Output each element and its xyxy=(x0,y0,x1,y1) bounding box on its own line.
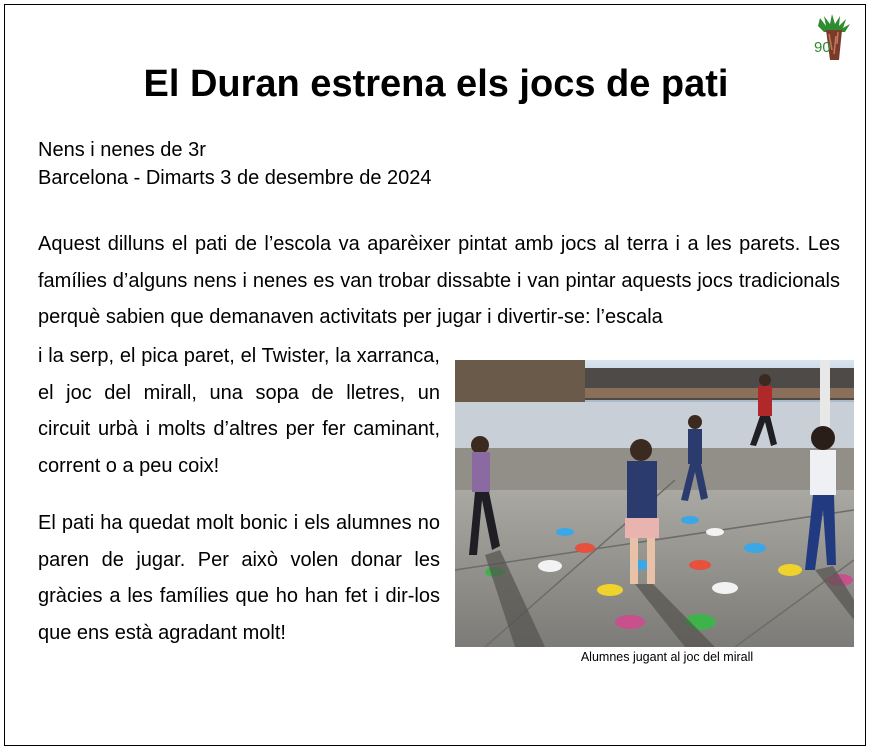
article-paragraph-3: El pati ha quedat molt bonic i els alumnes no paren de jugar. Per això volen donar les gràcies a les famílies que ho han fet i dir-los que ens està agradant molt! xyxy=(38,512,440,644)
article-paragraph-2: i la serp, el pica paret, el Twister, la xarranca, el joc del mirall, una sopa de lletres, un circuit urbà i molts d’altres per fer caminant, corrent o a peu coix! xyxy=(38,345,440,477)
school-tree-logo-icon xyxy=(812,14,856,62)
logo-text: 90 xyxy=(814,39,831,56)
byline xyxy=(38,136,432,192)
article-paragraph-1: Aquest dilluns el pati de l’escola va aparèixer pintat amb jocs al terra i a les parets. Les famílies d’alguns nens i nenes es van trobar dissabte i van pintar aquests jocs tradicionals perquè sabien que demanaven activitats per jugar i divertir-se: l’escala xyxy=(38,233,840,328)
photo-caption: Alumnes jugant al joc del mirall xyxy=(580,650,754,664)
playground-photo xyxy=(455,360,854,647)
article-title: El Duran estrena els jocs de pati xyxy=(143,63,729,105)
author-line: Nens i nenes de 3r xyxy=(38,139,206,161)
place-date-line: Barcelona - Dimarts 3 de desembre de 2024 xyxy=(38,167,432,189)
